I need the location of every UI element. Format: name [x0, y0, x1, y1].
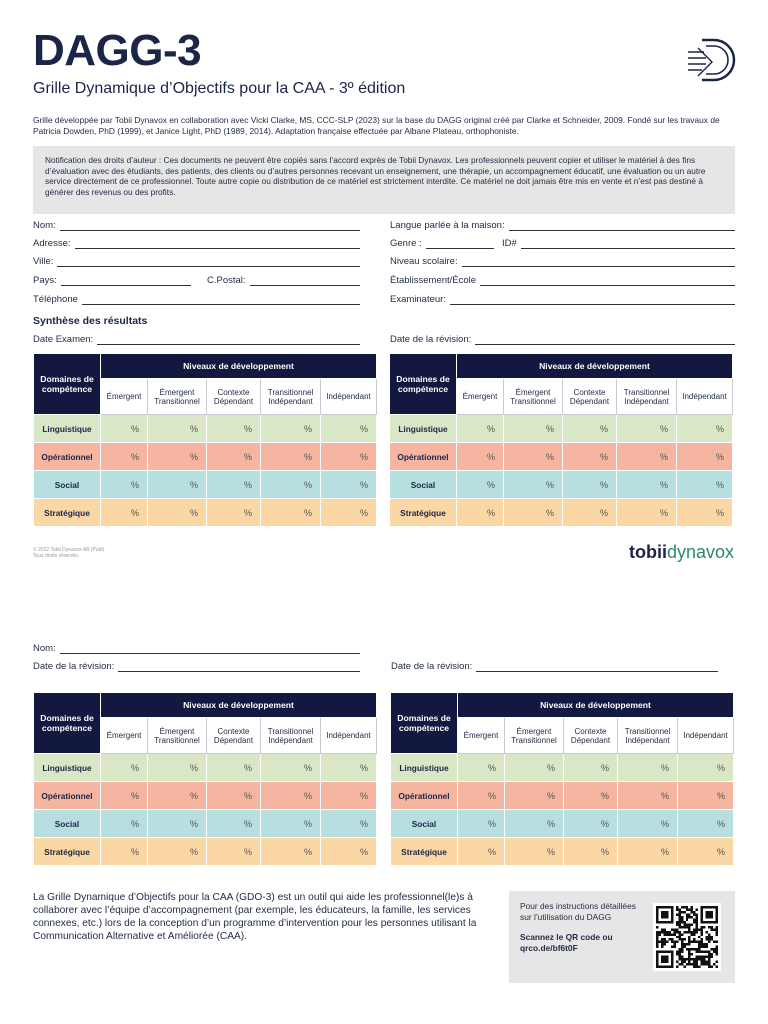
- qr-code-graphic: [656, 906, 718, 968]
- percent-cell[interactable]: %: [261, 782, 321, 810]
- summary-title: Synthèse des résultats: [33, 315, 148, 327]
- brand-tobii: tobii: [629, 542, 667, 562]
- domain-label: Linguistique: [391, 754, 458, 782]
- percent-cell[interactable]: %: [321, 499, 377, 527]
- percent-cell[interactable]: %: [321, 838, 377, 866]
- adresse-label: Adresse:: [33, 238, 71, 249]
- percent-cell[interactable]: %: [148, 754, 207, 782]
- date-revision-label: Date de la révision:: [390, 334, 472, 345]
- levels-header: Niveaux de développement: [457, 354, 733, 379]
- domains-header: Domaines de compétence: [34, 354, 101, 415]
- domain-label: Stratégique: [34, 838, 101, 866]
- domains-header: Domaines de compétence: [34, 693, 101, 754]
- domain-label: Linguistique: [390, 415, 457, 443]
- percent-cell[interactable]: %: [457, 415, 504, 443]
- date-revision-label-3: Date de la révision:: [391, 661, 473, 672]
- percent-cell[interactable]: %: [207, 754, 261, 782]
- percent-cell[interactable]: %: [564, 754, 618, 782]
- percent-cell[interactable]: %: [261, 443, 321, 471]
- results-table: [33, 692, 377, 866]
- level-header: Émergent Transitionnel: [504, 379, 563, 415]
- percent-cell[interactable]: %: [563, 415, 617, 443]
- date-exam-label: Date Examen:: [33, 334, 94, 345]
- table-row: [390, 415, 733, 443]
- percent-cell[interactable]: %: [678, 810, 734, 838]
- domain-label: Linguistique: [34, 754, 101, 782]
- ville-label: Ville:: [33, 256, 54, 267]
- level-header: Émergent: [101, 718, 148, 754]
- percent-cell[interactable]: %: [564, 810, 618, 838]
- date-revision-field-2[interactable]: [33, 661, 360, 672]
- table-row: [34, 810, 377, 838]
- domain-label: Opérationnel: [34, 782, 101, 810]
- table-row: [34, 415, 377, 443]
- percent-cell[interactable]: %: [458, 754, 505, 782]
- date-revision-field-3[interactable]: [391, 661, 718, 672]
- examinateur-label: Examinateur:: [390, 294, 446, 305]
- level-header: Émergent: [458, 718, 505, 754]
- id-label: ID#: [502, 238, 517, 249]
- table-row: [34, 838, 377, 866]
- percent-cell[interactable]: %: [101, 838, 148, 866]
- table-row: [391, 782, 734, 810]
- percent-cell[interactable]: %: [457, 471, 504, 499]
- table-row: [34, 499, 377, 527]
- level-header: Indépendant: [677, 379, 733, 415]
- percent-cell[interactable]: %: [207, 415, 261, 443]
- tobii-dynavox-d-icon: [684, 34, 736, 86]
- level-header: Émergent Transitionnel: [505, 718, 564, 754]
- nom-line[interactable]: [60, 221, 360, 231]
- adresse-line[interactable]: [75, 239, 361, 249]
- level-header: Émergent Transitionnel: [148, 379, 207, 415]
- page-title: DAGG-3: [33, 26, 202, 75]
- date-exam-field[interactable]: [33, 334, 360, 345]
- examinateur-field[interactable]: [390, 294, 735, 305]
- domain-label: Stratégique: [390, 499, 457, 527]
- genre-line[interactable]: [426, 239, 494, 249]
- percent-cell[interactable]: %: [504, 443, 563, 471]
- percent-cell[interactable]: %: [101, 443, 148, 471]
- percent-cell[interactable]: %: [563, 443, 617, 471]
- percent-cell[interactable]: %: [148, 810, 207, 838]
- percent-cell[interactable]: %: [148, 782, 207, 810]
- percent-cell[interactable]: %: [207, 810, 261, 838]
- level-header: Émergent: [457, 379, 504, 415]
- id-field[interactable]: [502, 238, 735, 249]
- level-header: Émergent: [101, 379, 148, 415]
- level-header: Indépendant: [678, 718, 734, 754]
- table-row: [34, 754, 377, 782]
- percent-cell[interactable]: %: [321, 810, 377, 838]
- percent-cell[interactable]: %: [458, 838, 505, 866]
- level-header: Transitionnel Indépendant: [618, 718, 678, 754]
- brand-dynavox: dynavox: [667, 542, 735, 562]
- percent-cell[interactable]: %: [148, 443, 207, 471]
- percent-cell[interactable]: %: [504, 499, 563, 527]
- percent-cell[interactable]: %: [261, 810, 321, 838]
- domain-label: Linguistique: [34, 415, 101, 443]
- telephone-field[interactable]: [33, 294, 360, 305]
- page-subtitle: Grille Dynamique d’Objectifs pour la CAA - 3º édition: [33, 80, 406, 97]
- date-revision-field-1[interactable]: [390, 334, 735, 345]
- percent-cell[interactable]: %: [564, 782, 618, 810]
- percent-cell[interactable]: %: [678, 838, 734, 866]
- results-table: [389, 353, 733, 527]
- pays-label: Pays:: [33, 275, 57, 286]
- percent-cell[interactable]: %: [563, 499, 617, 527]
- percent-cell[interactable]: %: [505, 782, 564, 810]
- qr-code-icon[interactable]: [653, 903, 721, 971]
- results-table: [390, 692, 734, 866]
- domains-header: Domaines de compétence: [391, 693, 458, 754]
- domain-label: Opérationnel: [34, 443, 101, 471]
- percent-cell[interactable]: %: [261, 754, 321, 782]
- domain-label: Social: [34, 471, 101, 499]
- pays-field[interactable]: [33, 275, 191, 286]
- percent-cell[interactable]: %: [261, 415, 321, 443]
- percent-cell[interactable]: %: [457, 499, 504, 527]
- results-grid: [33, 692, 377, 866]
- percent-cell[interactable]: %: [677, 499, 733, 527]
- nom-field[interactable]: [33, 220, 360, 231]
- domains-header: Domaines de compétence: [390, 354, 457, 415]
- percent-cell[interactable]: %: [564, 838, 618, 866]
- niveau-line[interactable]: [462, 257, 735, 267]
- levels-header: Niveaux de développement: [458, 693, 734, 718]
- langue-line[interactable]: [509, 221, 735, 231]
- cpostal-label: C.Postal:: [207, 275, 246, 286]
- percent-cell[interactable]: %: [101, 415, 148, 443]
- copyright-text: [33, 547, 106, 559]
- domain-label: Opérationnel: [390, 443, 457, 471]
- level-header: Émergent Transitionnel: [148, 718, 207, 754]
- etablissement-field[interactable]: [390, 275, 735, 286]
- percent-cell[interactable]: %: [261, 499, 321, 527]
- genre-label: Genre :: [390, 238, 422, 249]
- etablissement-label: Établissement/École: [390, 275, 477, 286]
- table-row: [34, 471, 377, 499]
- percent-cell[interactable]: %: [677, 415, 733, 443]
- langue-label: Langue parlée à la maison:: [390, 220, 505, 231]
- table-row: [391, 810, 734, 838]
- brand-logo: [629, 542, 734, 563]
- percent-cell[interactable]: %: [101, 471, 148, 499]
- qr-intro: Pour des instructions détaillées sur l’utilisation du DAGG: [520, 901, 636, 922]
- level-header: Contexte Dépendant: [207, 379, 261, 415]
- level-header: Indépendant: [321, 718, 377, 754]
- percent-cell[interactable]: %: [617, 443, 677, 471]
- percent-cell[interactable]: %: [148, 415, 207, 443]
- domain-label: Social: [34, 810, 101, 838]
- percent-cell[interactable]: %: [207, 471, 261, 499]
- etablissement-line[interactable]: [480, 276, 735, 286]
- percent-cell[interactable]: %: [505, 754, 564, 782]
- date-revision-line[interactable]: [475, 335, 735, 345]
- percent-cell[interactable]: %: [458, 782, 505, 810]
- percent-cell[interactable]: %: [148, 471, 207, 499]
- table-row: [34, 443, 377, 471]
- domain-label: Stratégique: [391, 838, 458, 866]
- telephone-label: Téléphone: [33, 294, 78, 305]
- percent-cell[interactable]: %: [617, 471, 677, 499]
- level-header: Indépendant: [321, 379, 377, 415]
- percent-cell[interactable]: %: [261, 471, 321, 499]
- percent-cell[interactable]: %: [321, 782, 377, 810]
- percent-cell[interactable]: %: [617, 499, 677, 527]
- percent-cell[interactable]: %: [678, 754, 734, 782]
- levels-header: Niveaux de développement: [101, 693, 377, 718]
- table-row: [391, 838, 734, 866]
- table-row: [390, 443, 733, 471]
- results-grid: [390, 692, 734, 866]
- percent-cell[interactable]: %: [321, 754, 377, 782]
- domain-label: Stratégique: [34, 499, 101, 527]
- results-table: [33, 353, 377, 527]
- table-row: [34, 782, 377, 810]
- percent-cell[interactable]: %: [618, 754, 678, 782]
- percent-cell[interactable]: %: [101, 810, 148, 838]
- telephone-line[interactable]: [82, 295, 360, 305]
- percent-cell[interactable]: %: [678, 782, 734, 810]
- percent-cell[interactable]: %: [207, 443, 261, 471]
- percent-cell[interactable]: %: [101, 782, 148, 810]
- percent-cell[interactable]: %: [618, 838, 678, 866]
- niveau-field[interactable]: [390, 256, 735, 267]
- examinateur-line[interactable]: [450, 295, 735, 305]
- results-grid: [389, 353, 733, 527]
- percent-cell[interactable]: %: [101, 499, 148, 527]
- copyright-line-2: Tous droits réservés.: [33, 553, 80, 559]
- qr-text: [520, 901, 638, 953]
- percent-cell[interactable]: %: [505, 838, 564, 866]
- level-header: Contexte Dépendant: [564, 718, 618, 754]
- percent-cell[interactable]: %: [321, 471, 377, 499]
- level-header: Contexte Dépendant: [563, 379, 617, 415]
- id-line[interactable]: [521, 239, 735, 249]
- intro-text: Grille développée par Tobii Dynavox en collaboration avec Vicki Clarke, MS, CCC-SLP (2023) sur la base du DAGG original créé par Clarke et Schneider, 2009. Fondé sur les travaux de Patricia Dowden, PhD (1999), et Janice Light, PhD (1989, 2014). Adaptation française effectuée par Albane Plateau, orthophoniste.: [33, 115, 720, 136]
- domain-label: Opérationnel: [391, 782, 458, 810]
- date-revision-line-2[interactable]: [118, 662, 360, 672]
- domain-label: Social: [391, 810, 458, 838]
- nom-field-2[interactable]: [33, 643, 360, 654]
- level-header: Transitionnel Indépendant: [261, 718, 321, 754]
- table-row: [391, 754, 734, 782]
- percent-cell[interactable]: %: [148, 499, 207, 527]
- percent-cell[interactable]: %: [617, 415, 677, 443]
- percent-cell[interactable]: %: [321, 443, 377, 471]
- cpostal-field[interactable]: [207, 275, 360, 286]
- percent-cell[interactable]: %: [148, 838, 207, 866]
- date-revision-label-2: Date de la révision:: [33, 661, 115, 672]
- bottom-description: La Grille Dynamique d’Objectifs pour la CAA (GDO-3) est un outil qui aide les professionnel(le)s à collaborer avec l’équipe d’accompagnement (par exemple, les éducateurs, la famille, les services connexes, etc.) lors de la conception d’un programme d’intervention pour les personnes utilisant la Communication Alternative et Améliorée (CAA).: [33, 892, 477, 942]
- percent-cell[interactable]: %: [618, 810, 678, 838]
- ville-line[interactable]: [57, 257, 360, 267]
- niveau-label: Niveau scolaire:: [390, 256, 458, 267]
- qr-cta: Scannez le QR code ou qrco.de/bf6t0F: [520, 932, 613, 953]
- percent-cell[interactable]: %: [677, 443, 733, 471]
- percent-cell[interactable]: %: [101, 754, 148, 782]
- nom-label-2: Nom:: [33, 643, 56, 654]
- level-header: Contexte Dépendant: [207, 718, 261, 754]
- percent-cell[interactable]: %: [261, 838, 321, 866]
- adresse-field[interactable]: [33, 238, 360, 249]
- percent-cell[interactable]: %: [618, 782, 678, 810]
- percent-cell[interactable]: %: [207, 838, 261, 866]
- copyright-line-1: © 2022 Tobii Dynavox AB (Publ).: [33, 547, 106, 553]
- table-row: [390, 499, 733, 527]
- date-revision-line-3[interactable]: [476, 662, 718, 672]
- pays-line[interactable]: [61, 276, 191, 286]
- percent-cell[interactable]: %: [458, 810, 505, 838]
- nom-line-2[interactable]: [60, 644, 360, 654]
- copyright-notice: Notification des droits d’auteur : Ces documents ne peuvent être copiés sans l’accord exprès de Tobii Dynavox. Les professionnels peuvent copier et utiliser le matériel à des fins d’évaluation avec des étudiants, des patients, des clients ou d’autres personnes recevant un enseignement, une thérapie, un accompagnement éducatif, une évaluation ou un autre service directement de ce professionnel. Toute autre copie ou distribution de ce matériel est strictement interdite. Ce matériel ne doit jamais être mis en vente et n’est pas destiné à générer des revenus ou des profits.: [33, 146, 735, 214]
- percent-cell[interactable]: %: [504, 471, 563, 499]
- level-header: Transitionnel Indépendant: [261, 379, 321, 415]
- percent-cell[interactable]: %: [563, 471, 617, 499]
- cpostal-line[interactable]: [250, 276, 360, 286]
- domain-label: Social: [390, 471, 457, 499]
- percent-cell[interactable]: %: [207, 782, 261, 810]
- ville-field[interactable]: [33, 256, 360, 267]
- percent-cell[interactable]: %: [457, 443, 504, 471]
- percent-cell[interactable]: %: [505, 810, 564, 838]
- percent-cell[interactable]: %: [321, 415, 377, 443]
- date-exam-line[interactable]: [97, 335, 360, 345]
- percent-cell[interactable]: %: [504, 415, 563, 443]
- level-header: Transitionnel Indépendant: [617, 379, 677, 415]
- table-row: [390, 471, 733, 499]
- nom-label: Nom:: [33, 220, 56, 231]
- qr-panel: [509, 891, 735, 983]
- results-grid: [33, 353, 377, 527]
- genre-field[interactable]: [390, 238, 494, 249]
- percent-cell[interactable]: %: [677, 471, 733, 499]
- levels-header: Niveaux de développement: [101, 354, 377, 379]
- percent-cell[interactable]: %: [207, 499, 261, 527]
- langue-field[interactable]: [390, 220, 735, 231]
